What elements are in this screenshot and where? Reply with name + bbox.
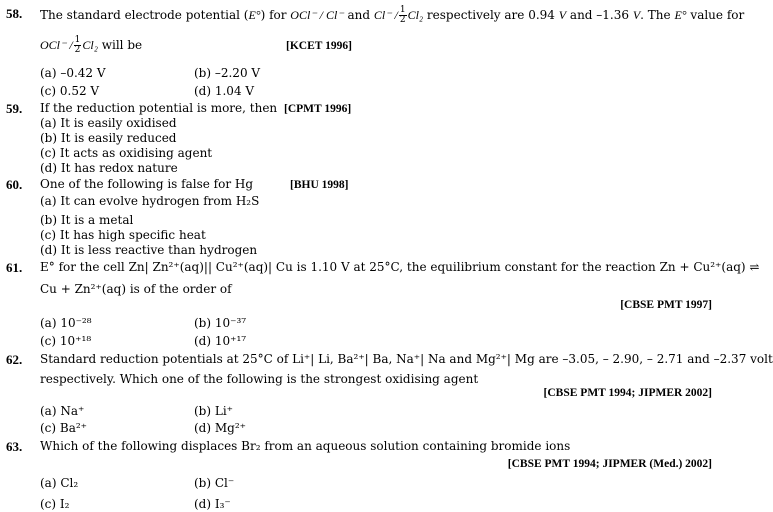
question-number: 58. <box>6 6 23 21</box>
option-b: (b) Cl⁻ <box>194 476 235 490</box>
question-stem: Standard reduction potentials at 25°C of Li⁺| Li, Ba²⁺| Ba, Na⁺| Na and Mg²⁺| Mg are –3.05, – 2.90, – 2.71 and –2.37 volt <box>40 352 773 366</box>
option-a: (a) Cl₂ <box>40 476 79 490</box>
question-stem: Which of the following displaces Br₂ from an aqueous solution containing bromide ions <box>40 439 571 453</box>
question-stem-line2: Cu + Zn²⁺(aq) is of the order of <box>40 282 232 296</box>
option-d: (d) 10⁺¹⁷ <box>194 334 247 348</box>
question-stem: E° for the cell Zn| Zn²⁺(aq)|| Cu²⁺(aq)| Cu is 1.10 V at 25°C, the equilibrium constant for the reaction Zn + Cu²⁺(aq) ⇌ <box>40 260 760 274</box>
question-number: 60. <box>6 177 23 192</box>
option-a: (a) Na⁺ <box>40 404 85 418</box>
option-c: (c) 10⁺¹⁸ <box>40 334 92 348</box>
question-number: 61. <box>6 260 23 275</box>
option-c: (c) I₂ <box>40 497 70 511</box>
option-b: (b) 10⁻³⁷ <box>194 316 247 330</box>
source-reference: [BHU 1998] <box>290 179 349 191</box>
source-reference: [CBSE PMT 1994; JIPMER (Med.) 2002] <box>507 458 712 470</box>
option-b: (b) Li⁺ <box>194 404 233 418</box>
option-c: (c) 0.52 V <box>40 84 100 98</box>
question-number: 63. <box>6 439 23 454</box>
option-d: (d) I₃⁻ <box>194 497 231 511</box>
option-d: (d) Mg²⁺ <box>194 421 246 435</box>
question-stem: One of the following is false for Hg <box>40 177 254 191</box>
question-stem-line2: respectively. Which one of the following is the strongest oxidising agent <box>40 372 479 386</box>
source-reference: [CPMT 1996] <box>284 103 352 115</box>
question-stem: The standard electrode potential (E°) for OCl⁻ / Cl⁻ and Cl⁻ / $\frac{1}{2}$ Cl₂ respectively are 0.94 V and –1.36 V. The E° value for <box>40 5 745 25</box>
option-a: (a) It is easily oxidised <box>40 116 177 130</box>
option-a: (a) It can evolve hydrogen from H₂S <box>40 194 260 208</box>
option-c: (c) Ba²⁺ <box>40 421 88 435</box>
option-b: (b) It is a metal <box>40 213 134 227</box>
option-d: (d) 1.04 V <box>194 84 255 98</box>
question-number: 59. <box>6 101 23 116</box>
question-number: 62. <box>6 352 23 367</box>
option-d: (d) It is less reactive than hydrogen <box>40 243 258 257</box>
option-a: (a) 10⁻²⁸ <box>40 316 92 330</box>
source-reference: [CBSE PMT 1994; JIPMER 2002] <box>543 387 712 399</box>
option-c: (c) It has high specific heat <box>40 228 206 242</box>
option-d: (d) It has redox nature <box>40 161 178 175</box>
option-b: (b) –2.20 V <box>194 66 261 80</box>
option-a: (a) –0.42 V <box>40 66 106 80</box>
source-reference: [CBSE PMT 1997] <box>620 299 712 311</box>
option-c: (c) It acts as oxidising agent <box>40 146 213 160</box>
source-reference: [KCET 1996] <box>286 40 352 52</box>
option-b: (b) It is easily reduced <box>40 131 177 145</box>
question-stem: If the reduction potential is more, then <box>40 101 278 115</box>
question-stem-line2: OCl⁻ / $\frac{1}{2}$ Cl₂ will be <box>40 35 143 55</box>
